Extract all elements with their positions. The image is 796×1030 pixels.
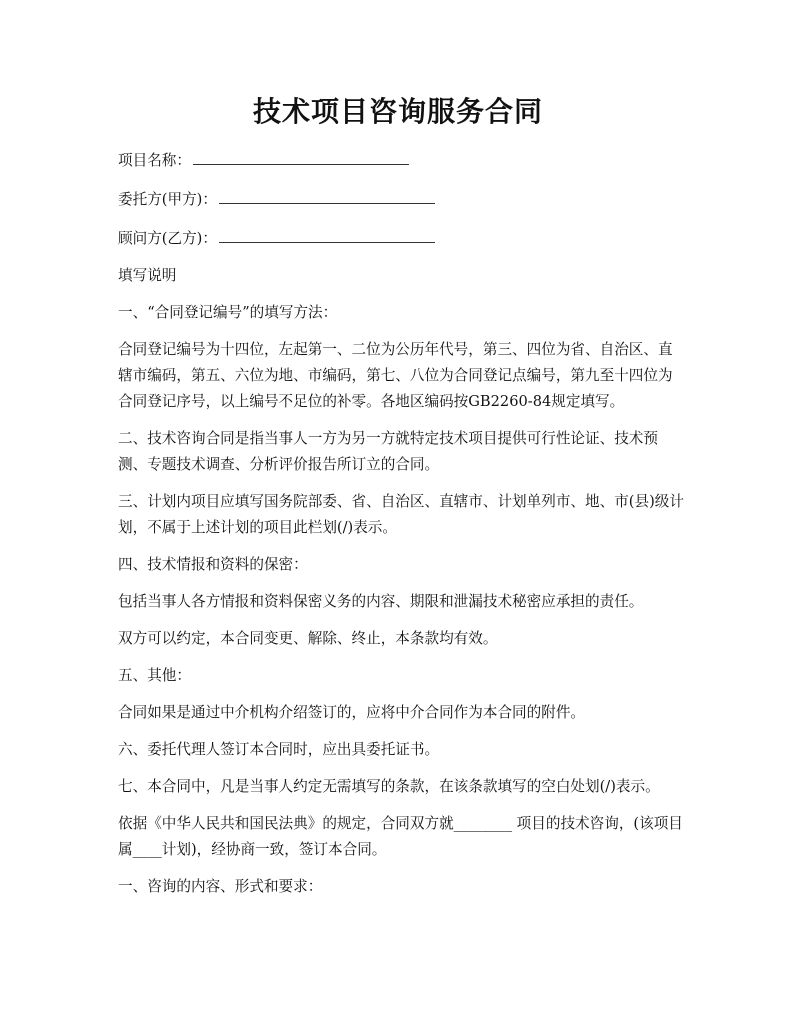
document-title: 技术项目咨询服务合同 xyxy=(252,95,543,128)
paragraph-registration-number-rules: 合同登记编号为十四位，左起第一、二位为公历年代号，第三、四位为省、自治区、直辖市编码，第五、六位为地、市编码，第七、八位为合同登记点编号，第九至十四位为合同登记序号，以上编号不足位的补零。各地区编码按GB2260-84规定填写。 xyxy=(118,341,673,410)
paragraph-registration-number-heading: 一、“合同登记编号”的填写方法： xyxy=(118,304,338,321)
paragraph-blank-clauses: 七、本合同中，凡是当事人约定无需填写的条款，在该条款填写的空白处划(/)表示。 xyxy=(118,778,660,795)
paragraph-legal-basis: 依据《中华人民共和国民法典》的规定，合同双方就________ 项目的技术咨询，(该项目属____计划)，经协商一致，签订本合同。 xyxy=(118,815,683,858)
paragraph-planned-projects: 三、计划内项目应填写国务院部委、省、自治区、直辖市、计划单列市、地、市(县)级计划，不属于上述计划的项目此栏划(/)表示。 xyxy=(118,493,684,536)
project-name-blank[interactable] xyxy=(193,146,409,165)
paragraph-filling-instructions: 填写说明 xyxy=(118,267,177,284)
paragraph-agent-certificate: 六、委托代理人签订本合同时，应出具委托证书。 xyxy=(118,741,440,758)
paragraph-consulting-contract-definition: 二、技术咨询合同是指当事人一方为另一方就特定技术项目提供可行性论证、技术预测、专题技术调查、分析评价报告所订立的合同。 xyxy=(118,430,658,473)
project-name-label: 项目名称： xyxy=(118,152,191,169)
paragraph-intermediary: 合同如果是通过中介机构介绍签订的，应将中介合同作为本合同的附件。 xyxy=(118,704,586,721)
project-name-field xyxy=(118,146,686,174)
consultant-field xyxy=(118,224,686,252)
client-label: 委托方(甲方)： xyxy=(118,191,217,208)
paragraph-confidentiality-scope: 包括当事人各方情报和资料保密义务的内容、期限和泄漏技术秘密应承担的责任。 xyxy=(118,593,644,610)
consultant-label: 顾问方(乙方)： xyxy=(118,230,217,247)
paragraph-confidentiality-validity: 双方可以约定，本合同变更、解除、终止，本条款均有效。 xyxy=(118,630,498,647)
document-body xyxy=(118,146,686,911)
client-field xyxy=(118,185,686,213)
consultant-blank[interactable] xyxy=(219,224,435,243)
paragraph-other-heading: 五、其他： xyxy=(118,667,191,684)
paragraph-section-one-heading: 一、咨询的内容、形式和要求： xyxy=(118,878,323,895)
paragraph-confidentiality-heading: 四、技术情报和资料的保密： xyxy=(118,556,308,573)
client-blank[interactable] xyxy=(219,185,435,204)
